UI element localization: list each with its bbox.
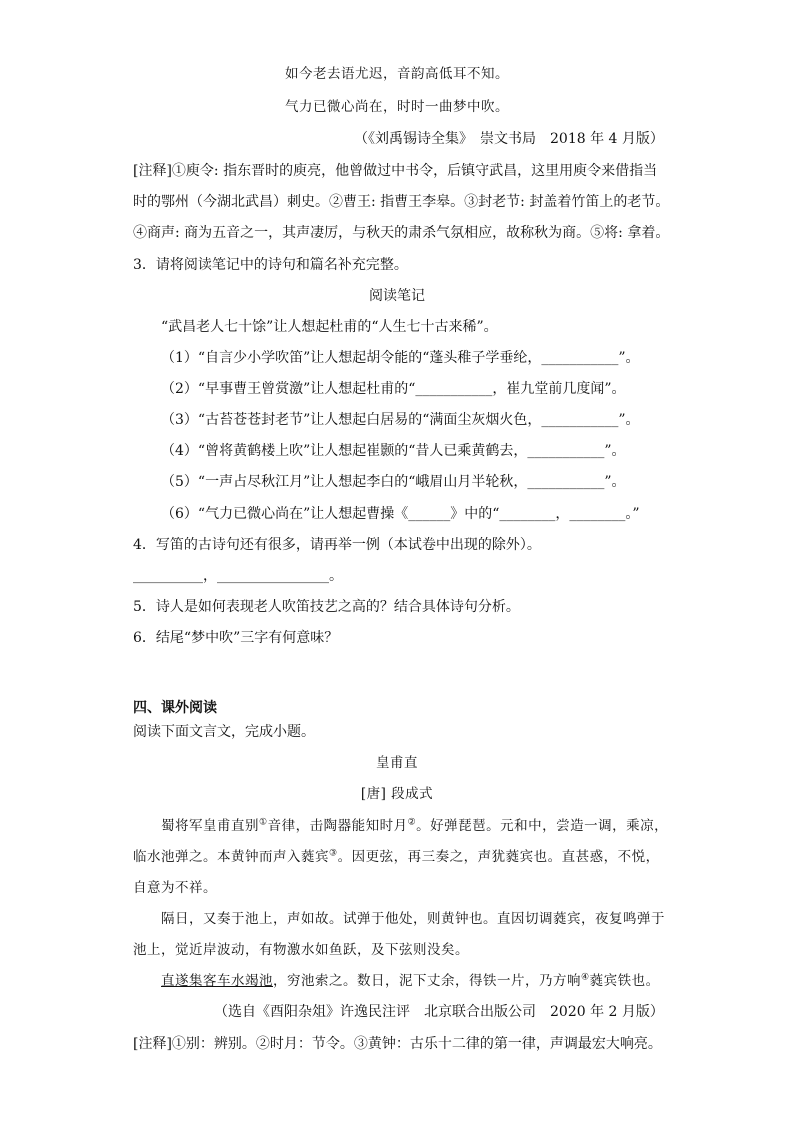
section-4-instruction: 阅读下面文言文，完成小题。 [133,724,315,740]
notes-item-6: （6）“气力已微心尚在”让人想起曹操《______》中的“________，________。” [161,506,640,522]
passage-title: 皇甫直 [376,755,418,771]
passage-author: [唐] 段成式 [360,786,434,802]
underlined-sentence: 直遂集客车水竭池 [161,973,273,989]
section-4-heading: 四、课外阅读 [133,700,217,716]
passage-line-1: 蜀将军皇甫直别①音律，击陶器能知时月②。好弹琵琶。元和中，尝造一调，乘凉， [161,817,669,834]
question-5: 5．诗人是如何表现老人吹笛技艺之高的？结合具体诗句分析。 [133,599,520,615]
note-line-1: [注释]①庾令: 指东晋时的庾亮，他曾做过中书令，后镇守武昌，这里用庾令来借指当 [133,163,658,179]
passage-source: （选自《酉阳杂俎》许逸民注评 北京联合出版公司 2020 年 2 月版） [214,1004,664,1020]
note-line-2: 时的鄂州（今湖北武昌）刺史。②曹王: 指曹王李皋。③封老节: 封盖着竹笛上的老节。 [133,194,670,210]
note-line-3: ④商声: 商为五音之一，其声凄厉，与秋天的肃杀气氛相应，故称秋为商。⑤将: 拿着。 [133,225,670,241]
poem-line-8: 气力已微心尚在，时时一曲梦中吹。 [285,99,509,115]
poem-line-7: 如今老去语尤迟，音韵高低耳不知。 [285,66,509,82]
notes-item-5: （5）“一声占尽秋江月”让人想起李白的“峨眉山月半轮秋，___________”。 [161,474,626,490]
passage-line-3: 自意为不祥。 [133,880,217,896]
poem-source: （《刘禹锡诗全集》 崇文书局 2018 年 4 月版） [354,131,664,147]
notes-item-1: （1）“自言少小学吹笛”让人想起胡令能的“蓬头稚子学垂纶，___________”。 [161,350,640,366]
passage-line-4: 隔日，又奏于池上，声如故。试弹于他处，则黄钟也。直因切调蕤宾，夜复鸣弹于 [161,911,665,927]
passage-line-2: 临水池弹之。本黄钟而声入蕤宾③。因更弦，再三奏之，声犹蕤宾也。直甚惑，不悦， [133,848,660,865]
note-2: [注释]①别：辨别。②时月：节令。③黄钟：古乐十二律的第一律，声调最宏大响亮。 [133,1036,662,1052]
notes-item-3: （3）“古苔苍苍封老节”让人想起白居易的“满面尘灰烟火色，___________”。 [161,412,640,428]
question-3: 3．请将阅读笔记中的诗句和篇名补充完整。 [133,257,408,273]
question-4: 4．写笛的古诗句还有很多，请再举一例（本试卷中出现的除外）。 [133,537,541,553]
notes-item-4: （4）“曾将黄鹤楼上吹”让人想起崔颢的“昔人已乘黄鹤去，___________”。 [161,443,626,459]
notes-title: 阅读笔记 [369,288,425,304]
question-6: 6．结尾“梦中吹”三字有何意味？ [133,630,339,646]
question-4-blank: __________，________________。 [133,568,343,584]
notes-item-2: （2）“早事曹王曾赏激”让人想起杜甫的“___________，崔九堂前几度闻”。 [161,381,626,397]
passage-line-5: 池上，觉近岸波动，有物激水如鱼跃，及下弦则没矣。 [133,942,469,958]
notes-intro: “武昌老人七十馀”让人想起杜甫的“人生七十古来稀”。 [161,319,498,335]
passage-line-6: 直遂集客车水竭池，穷池索之。数日，泥下丈余，得铁一片，乃方响④蕤宾铁也。 [161,972,660,989]
